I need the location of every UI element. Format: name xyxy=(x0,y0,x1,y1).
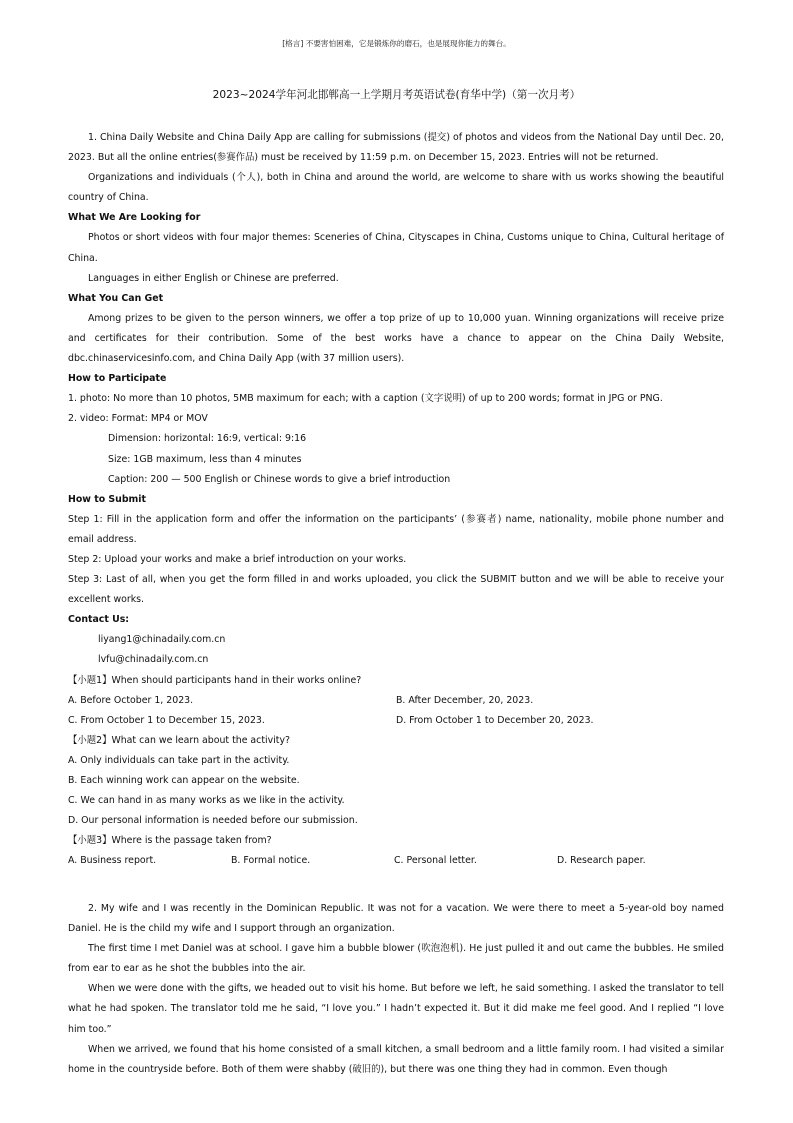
paragraph: Among prizes to be given to the person winners, we offer a top prize of up to 10,000 yuan. Winning organizations will receive prize and certificates for their contribution. Some of the best works have a chance to appear on the China Daily Website, dbc.chinaservicesinfo.com, and China Daily App (with 37 million users). xyxy=(68,312,724,365)
option-a: A. Before October 1, 2023. xyxy=(68,694,194,706)
paragraph: 2. My wife and I was recently in the Dominican Republic. It was not for a vacation. We were there to meet a 5-year-old boy named Daniel. He is the child my wife and I support through an organization. xyxy=(68,903,724,935)
paragraph: The first time I met Daniel was at school. I gave him a bubble blower (吹泡泡机). He just pulled it and out came the bubbles. He smiled from ear to ear as he shot the bubbles into the air. xyxy=(68,943,724,975)
contact-email: liyang1@chinadaily.com.cn xyxy=(98,634,226,646)
option-c: C. From October 1 to December 15, 2023. xyxy=(68,714,265,726)
option-d: D. Research paper. xyxy=(557,855,646,867)
option-c: C. Personal letter. xyxy=(394,855,477,867)
option-b: B. Formal notice. xyxy=(231,855,311,867)
section-heading: How to Submit xyxy=(68,493,146,505)
section-heading: How to Participate xyxy=(68,373,167,385)
list-item: Caption: 200 — 500 English or Chinese words to give a brief introduction xyxy=(108,473,451,485)
list-item: Step 1: Fill in the application form and offer the information on the participants’ (参赛者) name, nationality, mobile phone number and email address. xyxy=(68,513,724,545)
passage-1 xyxy=(68,128,724,871)
question-stem: 【小题3】Where is the passage taken from? xyxy=(68,835,272,847)
list-item: 1. photo: No more than 10 photos, 5MB maximum for each; with a caption (文字说明) of up to 200 words; format in JPG or PNG. xyxy=(68,393,663,405)
question-stem: 【小题1】When should participants hand in their works online? xyxy=(68,674,362,686)
option-d: D. Our personal information is needed before our submission. xyxy=(68,815,358,827)
question-stem: 【小题2】What can we learn about the activity? xyxy=(68,734,290,746)
page-title: 2023~2024学年河北邯郸高一上学期月考英语试卷(育华中学)（第一次月考） xyxy=(212,89,581,101)
paragraph: Languages in either English or Chinese are preferred. xyxy=(88,272,339,284)
question-options xyxy=(68,851,724,871)
section-heading: What You Can Get xyxy=(68,292,164,304)
passage-2 xyxy=(68,899,724,1080)
option-a: A. Business report. xyxy=(68,855,157,867)
option-b: B. After December, 20, 2023. xyxy=(396,694,534,706)
section-heading: What We Are Looking for xyxy=(68,212,201,224)
section-heading: Contact Us: xyxy=(68,614,130,626)
list-item: 2. video: Format: MP4 or MOV xyxy=(68,413,208,425)
list-item: Dimension: horizontal: 16:9, vertical: 9:16 xyxy=(108,433,307,445)
option-c: C. We can hand in as many works as we like in the activity. xyxy=(68,795,345,807)
list-item: Step 2: Upload your works and make a brief introduction on your works. xyxy=(68,553,407,565)
option-d: D. From October 1 to December 20, 2023. xyxy=(396,714,594,726)
option-b: B. Each winning work can appear on the website. xyxy=(68,775,300,786)
contact-email: lvfu@chinadaily.com.cn xyxy=(98,654,209,666)
question-options xyxy=(68,711,724,731)
paragraph: When we were done with the gifts, we headed out to visit his home. But before we left, he said something. I asked the translator to tell what he had spoken. The translator told me he said, “I love you.” I hadn’t expected it. But it did make me feel good. And I replied “I love him too.” xyxy=(68,983,724,1035)
list-item: Size: 1GB maximum, less than 4 minutes xyxy=(108,453,302,465)
list-item: Step 3: Last of all, when you get the form filled in and works uploaded, you click the SUBMIT button and we will be able to receive your excellent works. xyxy=(68,574,724,606)
header-motto: [格言] 不要害怕困难，它是锻炼你的磨石，也是展现你能力的舞台。 xyxy=(282,39,511,48)
option-a: A. Only individuals can take part in the activity. xyxy=(68,754,290,766)
question-options xyxy=(68,691,724,711)
paragraph: Photos or short videos with four major themes: Sceneries of China, Cityscapes in China, Customs unique to China, Cultural heritage of China. xyxy=(68,232,724,264)
paragraph: 1. China Daily Website and China Daily App are calling for submissions (提交) of photos and videos from the National Day until Dec. 20, 2023. But all the online entries(参赛作品) must be received by 11:59 p.m. on December 15, 2023. Entries will not be returned. xyxy=(68,132,724,164)
paragraph: Organizations and individuals (个人), both in China and around the world, are welcome to share with us works showing the beautiful country of China. xyxy=(68,172,724,204)
paragraph: When we arrived, we found that his home consisted of a small kitchen, a small bedroom and a little family room. I had visited a similar home in the countryside before. Both of them were shabby (破旧的), but there was one thing they had in common. Even though xyxy=(68,1043,724,1075)
